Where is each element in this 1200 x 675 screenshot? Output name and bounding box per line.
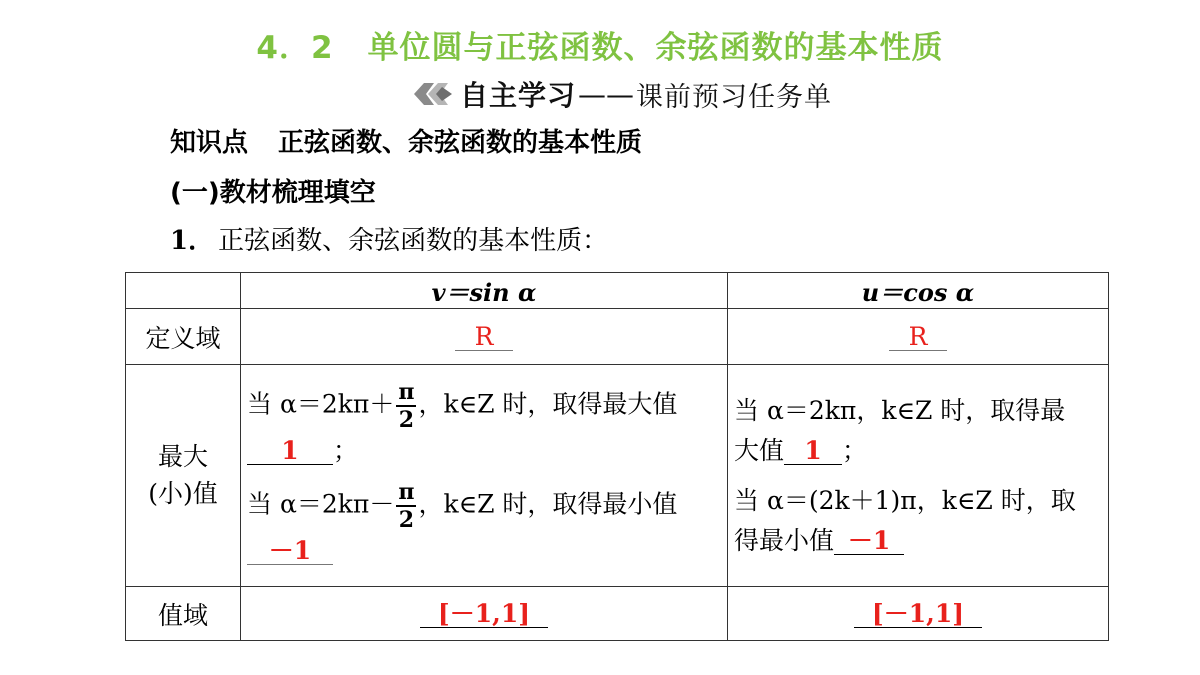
extrema-sin-cell bbox=[241, 365, 728, 587]
extrema-cos-cell bbox=[728, 365, 1109, 587]
pi-over-two-fraction bbox=[396, 378, 416, 433]
range-cos-cell bbox=[728, 587, 1109, 641]
header-cos bbox=[728, 273, 1109, 309]
frac-denominator: 2 bbox=[398, 406, 415, 433]
subtitle-main: 自主学习 bbox=[460, 79, 577, 112]
header-empty-cell bbox=[126, 273, 241, 309]
sin-min-line bbox=[247, 478, 721, 533]
header-cos-text: u＝cos α bbox=[861, 278, 975, 307]
table-row-domain bbox=[126, 309, 1109, 365]
range-cos-answer: [－1,1] bbox=[854, 600, 982, 629]
title-number: 4．2 bbox=[256, 30, 334, 66]
semicolon: ； bbox=[333, 435, 359, 465]
cos-min-line1: 当 α＝(2k＋1)π，k∈Z 时，取 bbox=[734, 485, 1076, 515]
sin-min-answer-line bbox=[247, 531, 721, 571]
subtitle-dash: —— bbox=[578, 77, 635, 111]
title-text: 单位圆与正弦函数、余弦函数的基本性质 bbox=[367, 30, 944, 66]
table-row-extrema bbox=[126, 365, 1109, 587]
cos-max-line1: 当 α＝2kπ，k∈Z 时，取得最 bbox=[734, 395, 1066, 425]
domain-cos-cell bbox=[728, 309, 1109, 365]
cos-max-text2: 大值 bbox=[734, 435, 785, 465]
semicolon-2: ； bbox=[842, 435, 868, 465]
properties-table bbox=[125, 272, 1109, 641]
cos-min-line2 bbox=[734, 521, 1102, 561]
header-sin-text: v＝sin α bbox=[431, 278, 537, 307]
domain-sin-cell bbox=[241, 309, 728, 365]
frac-numerator-2: π bbox=[398, 478, 415, 505]
cos-max-answer: 1 bbox=[784, 437, 842, 466]
row-label-extrema bbox=[126, 365, 241, 587]
cos-max-line2 bbox=[734, 431, 1102, 471]
domain-cos-answer: R bbox=[889, 323, 947, 352]
sin-max-line bbox=[247, 378, 721, 433]
cos-min-answer: －1 bbox=[834, 527, 904, 556]
subtitle-banner bbox=[412, 74, 832, 114]
domain-sin-answer: R bbox=[455, 323, 513, 352]
range-sin-answer: [－1,1] bbox=[420, 600, 548, 629]
frac-denominator-2: 2 bbox=[398, 506, 415, 533]
section-label: 知识点 bbox=[170, 128, 249, 158]
item-line bbox=[170, 220, 608, 257]
interlocking-arrows-logo-icon bbox=[412, 79, 454, 109]
section-text: 正弦函数、余弦函数的基本性质 bbox=[278, 128, 643, 158]
extrema-label-line2: (小)值 bbox=[148, 478, 218, 508]
table-header-row bbox=[126, 273, 1109, 309]
header-sin bbox=[241, 273, 728, 309]
sin-min-suffix: ，k∈Z 时，取得最小值 bbox=[418, 489, 678, 518]
row-label-domain: 定义域 bbox=[126, 309, 241, 365]
pi-over-two-fraction-2 bbox=[396, 478, 416, 533]
sin-max-suffix: ，k∈Z 时，取得最大值 bbox=[418, 389, 678, 418]
part-heading: (一)教材梳理填空 bbox=[170, 178, 376, 208]
extrema-label-line1: 最大 bbox=[157, 442, 208, 472]
sin-min-prefix: 当 α＝2kπ－ bbox=[247, 489, 395, 518]
frac-numerator: π bbox=[398, 378, 415, 405]
sin-min-answer: －1 bbox=[247, 537, 333, 566]
item-text: 正弦函数、余弦函数的基本性质： bbox=[218, 226, 609, 256]
subtitle-rest: 课前预习任务单 bbox=[636, 81, 833, 113]
table-row-range bbox=[126, 587, 1109, 641]
page-title bbox=[0, 22, 1200, 67]
range-sin-cell bbox=[241, 587, 728, 641]
row-label-range: 值域 bbox=[126, 587, 241, 641]
sin-max-answer: 1 bbox=[247, 437, 333, 466]
item-number: 1． bbox=[170, 226, 215, 256]
sin-max-answer-line bbox=[247, 431, 721, 471]
section-heading bbox=[170, 122, 642, 159]
cos-min-text2: 得最小值 bbox=[734, 525, 835, 555]
sin-max-prefix: 当 α＝2kπ＋ bbox=[247, 389, 395, 418]
